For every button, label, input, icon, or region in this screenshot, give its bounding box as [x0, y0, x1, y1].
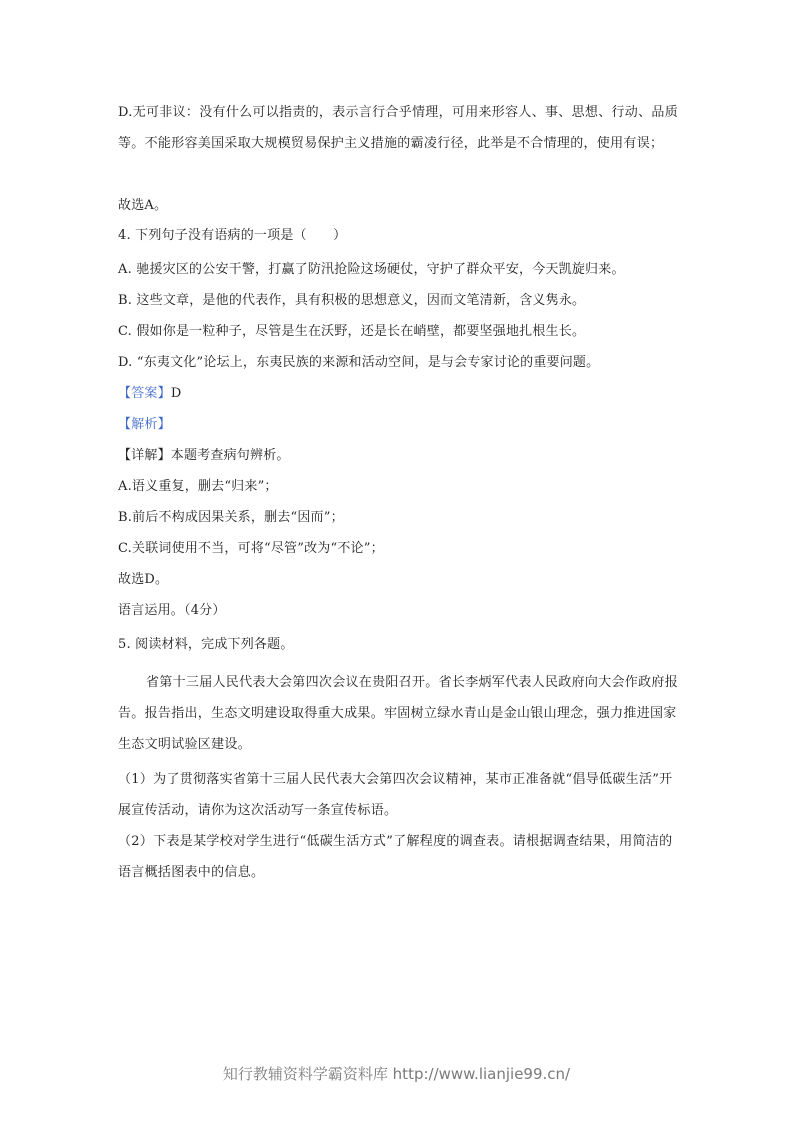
- question-4-option-a: A. 驰援灾区的公安干警，打赢了防汛抢险这场硬仗，守护了群众平安，今天凯旋归来。: [118, 262, 625, 277]
- section-heading: 语言运用。（4分）: [118, 603, 226, 618]
- answer-select-d: 故选D。: [118, 572, 169, 587]
- question-5-sub2: （2）下表是某学校对学生进行“低碳生活方式”了解程度的调查表。请根据调查结果，用简洁的语言概括图表中的信息。: [118, 834, 673, 880]
- question-5-sub1: （1）为了贯彻落实省第十三届人民代表大会第四次会议精神，某市正准备就“倡导低碳生活”开展宣传活动，请你为这次活动写一条宣传标语。: [118, 772, 673, 818]
- answer-select-a: 故选A。: [118, 198, 168, 213]
- answer-value: D: [170, 386, 182, 401]
- question-4-stem: 4. 下列句子没有语病的一项是（ ）: [118, 228, 347, 243]
- analysis-point-c: C.关联词使用不当，可将“尽管”改为“不论”；: [118, 541, 384, 556]
- question-4-option-d: D. “东夷文化”论坛上，东夷民族的来源和活动空间，是与会专家讨论的重要问题。: [118, 355, 600, 370]
- question-5-material: 省第十三届人民代表大会第四次会议在贵阳召开。省长李炳军代表人民政府向大会作政府报告。报告指出，生态文明建设取得重大成果。牢固树立绿水青山是金山银山理念，强力推进国家生态文明试验区建设。: [118, 675, 679, 752]
- analysis-point-b: B.前后不构成因果关系，删去“因而”；: [118, 510, 344, 525]
- question-5-stem: 5. 阅读材料，完成下列各题。: [118, 637, 294, 652]
- answer-line: [118, 386, 181, 402]
- analysis-point-a: A.语义重复，删去“归来”；: [118, 479, 278, 494]
- footer-watermark: 知行教辅资料学霸资料库 http://www.lianjie99.cn/: [222, 1065, 571, 1083]
- option-d-explanation: D.无可非议：没有什么可以指责的，表示言行合乎情理，可用来形容人、事、思想、行动、品质等。不能形容美国采取大规模贸易保护主义措施的霸凌行径，此举是不合情理的，使用有误；: [118, 105, 678, 151]
- detail-line: 【详解】本题考查病句辨析。: [118, 448, 290, 463]
- question-4-option-c: C. 假如你是一粒种子，尽管是生在沃野，还是长在峭壁，都要坚强地扎根生长。: [118, 324, 586, 339]
- question-4-option-b: B. 这些文章，是他的代表作，具有积极的思想意义，因而文笔清新，含义隽永。: [118, 293, 586, 308]
- analysis-label: 【解析】: [118, 417, 171, 432]
- answer-label: 【答案】: [118, 386, 171, 401]
